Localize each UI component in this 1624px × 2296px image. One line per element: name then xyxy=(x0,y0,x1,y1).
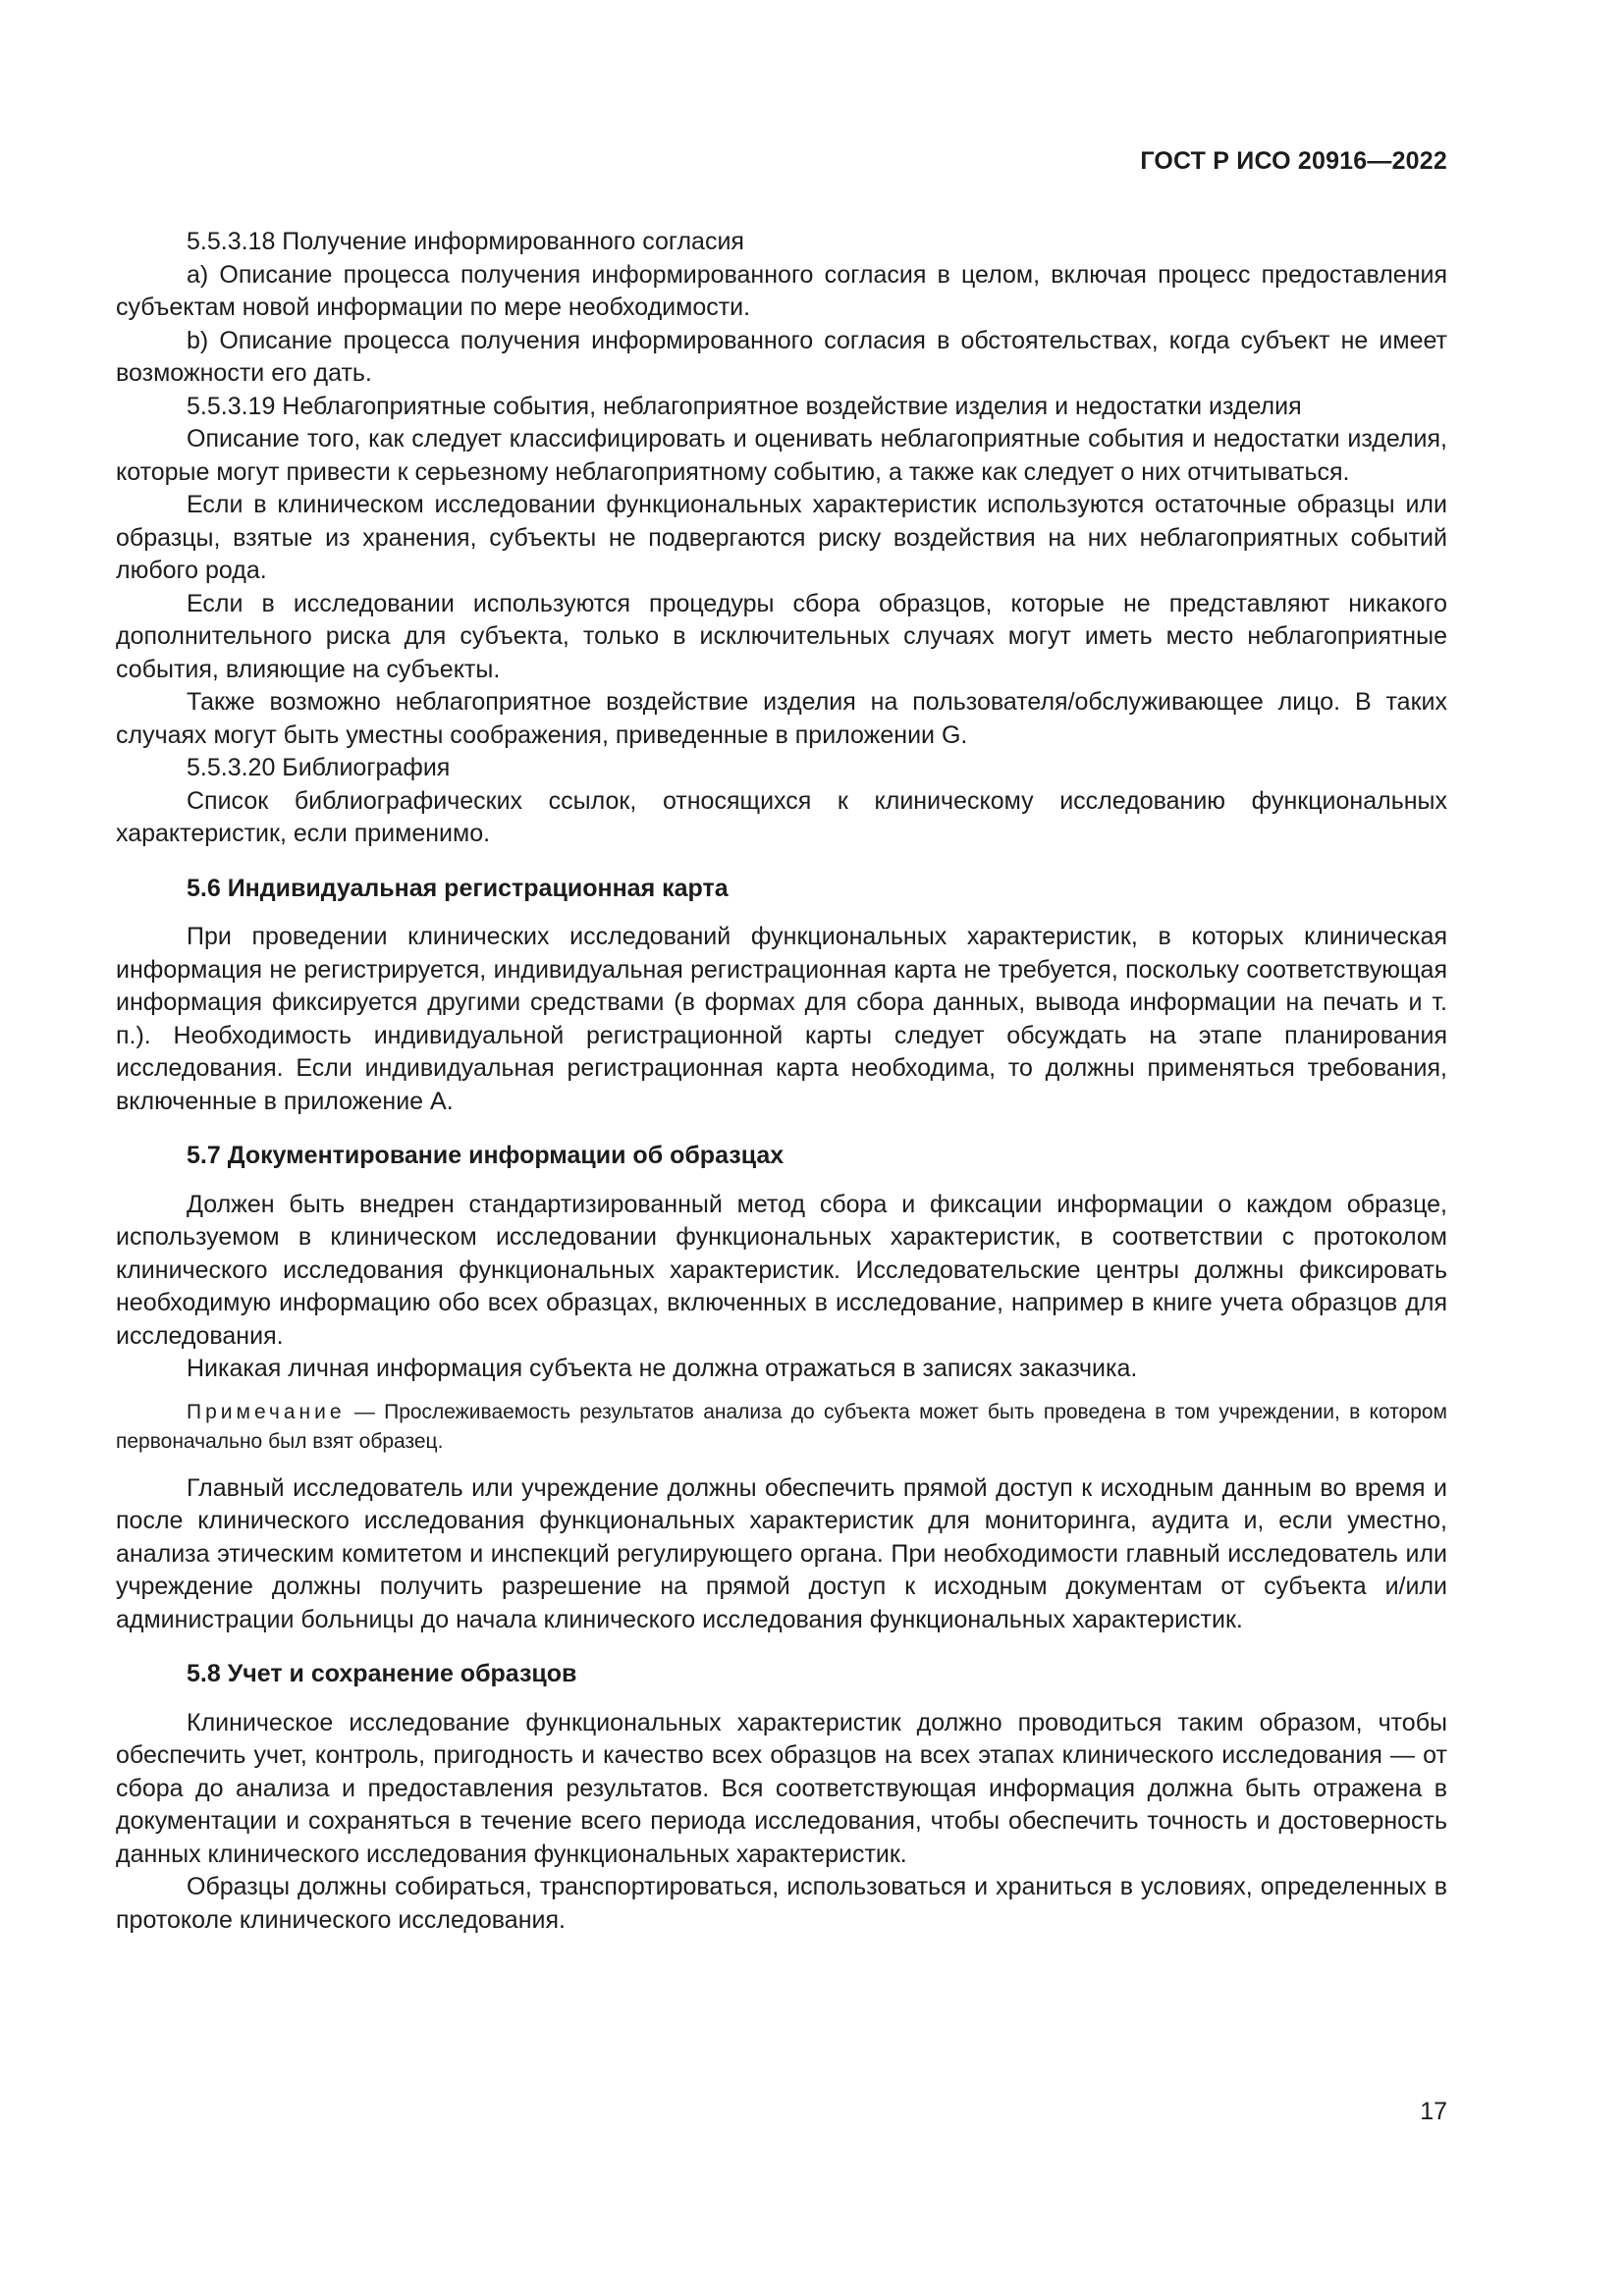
section-heading-5-7: 5.7 Документирование информации об образцах xyxy=(187,1142,785,1169)
note-label: Примечание xyxy=(187,1400,346,1423)
document-id-header: ГОСТ Р ИСО 20916—2022 xyxy=(1140,147,1447,175)
paragraph-5-7-3: Главный исследователь или учреждение должны обеспечить прямой доступ к исходным данным во время и после клинического исследования функциональных характеристик для мониторинга, аудита и, если уместно, анализа этическим комитетом и инспекций регулирующего органа. При необходимости главный исследователь или учреждение должны получить разрешение на прямой доступ к исходным документам от субъекта и/или администрации больницы до начала клинического исследования функциональных характеристик. xyxy=(116,1473,1447,1633)
paragraph-5-5-3-18-a: a) Описание процесса получения информированного согласия в целом, включая процесс предоставления субъектам новой информации по мере необходимости. xyxy=(116,260,1447,321)
section-heading-5-8: 5.8 Учет и сохранение образцов xyxy=(187,1660,577,1687)
paragraph-5-7-2: Никакая личная информация субъекта не должна отражаться в записях заказчика. xyxy=(187,1355,1138,1382)
paragraph-5-6-1: При проведении клинических исследований функциональных характеристик, в которых клиническая информация не регистрируется, индивидуальная регистрационная карта не требуется, поскольку соответствующая информация фиксируется другими средствами (в формах для сбора данных, вывода информации на печать и т. п.). Необходимость индивидуальной регистрационной карты следует обсуждать на этапе планирования исследования. Если индивидуальная регистрационная карта необходима, то должны применяться требования, включенные в приложение A. xyxy=(116,923,1447,1115)
paragraph-5-5-3-19-1: Описание того, как следует классифицировать и оценивать неблагоприятные события и недостатки изделия, которые могут привести к серьезному неблагоприятному событию, а также как следует о них отчитываться. xyxy=(116,425,1447,486)
note-text: — Прослеживаемость результатов анализа до субъекта может быть проведена в том учреждении, в котором первоначально был взят образец. xyxy=(116,1400,1447,1453)
paragraph-5-5-3-18-b: b) Описание процесса получения информированного согласия в обстоятельствах, когда субъект не имеет возможности его дать. xyxy=(116,326,1447,387)
document-body xyxy=(116,226,1447,1937)
paragraph-5-8-1: Клиническое исследование функциональных характеристик должно проводиться таким образом, чтобы обеспечить учет, контроль, пригодность и качество всех образцов на всех этапах клинического исследования — от сбора до анализа и предоставления результатов. Вся соответствующая информация должна быть отражена в документации и сохраняться в течение всего периода исследования, чтобы обеспечить точность и достоверность данных клинического исследования функциональных характеристик. xyxy=(116,1708,1447,1868)
subsection-title-5-5-3-19: 5.5.3.19 Неблагоприятные события, неблагоприятное воздействие изделия и недостатки изделия xyxy=(187,392,1302,420)
section-heading-5-6: 5.6 Индивидуальная регистрационная карта xyxy=(187,874,729,902)
subsection-title-5-5-3-20: 5.5.3.20 Библиография xyxy=(187,754,451,781)
page-number: 17 xyxy=(1420,2098,1447,2125)
paragraph-5-7-1: Должен быть внедрен стандартизированный метод сбора и фиксации информации о каждом образце, используемом в клиническом исследовании функциональных характеристик, в соответствии с протоколом клинического исследования функциональных характеристик. Исследовательские центры должны фиксировать необходимую информацию обо всех образцах, включенных в исследование, например в книге учета образцов для исследования. xyxy=(116,1190,1447,1350)
paragraph-5-5-3-19-3: Если в исследовании используются процедуры сбора образцов, которые не представляют никакого дополнительного риска для субъекта, только в исключительных случаях могут иметь место неблагоприятные события, влияющие на субъекты. xyxy=(116,589,1447,683)
paragraph-5-8-2: Образцы должны собираться, транспортироваться, использоваться и храниться в условиях, определенных в протоколе клинического исследования. xyxy=(116,1873,1447,1934)
paragraph-5-5-3-19-4: Также возможно неблагоприятное воздействие изделия на пользователя/обслуживающее лицо. В таких случаях могут быть уместны соображения, приведенные в приложении G. xyxy=(116,688,1447,749)
paragraph-5-5-3-20-1: Список библиографических ссылок, относящихся к клиническому исследованию функциональных характеристик, если применимо. xyxy=(116,786,1447,847)
subsection-title-5-5-3-18: 5.5.3.18 Получение информированного согласия xyxy=(187,228,744,255)
paragraph-5-5-3-19-2: Если в клиническом исследовании функциональных характеристик используются остаточные образцы или образцы, взятые из хранения, субъекты не подвергаются риску воздействия на них неблагоприятных событий любого рода. xyxy=(116,491,1447,584)
note xyxy=(116,1398,1447,1457)
